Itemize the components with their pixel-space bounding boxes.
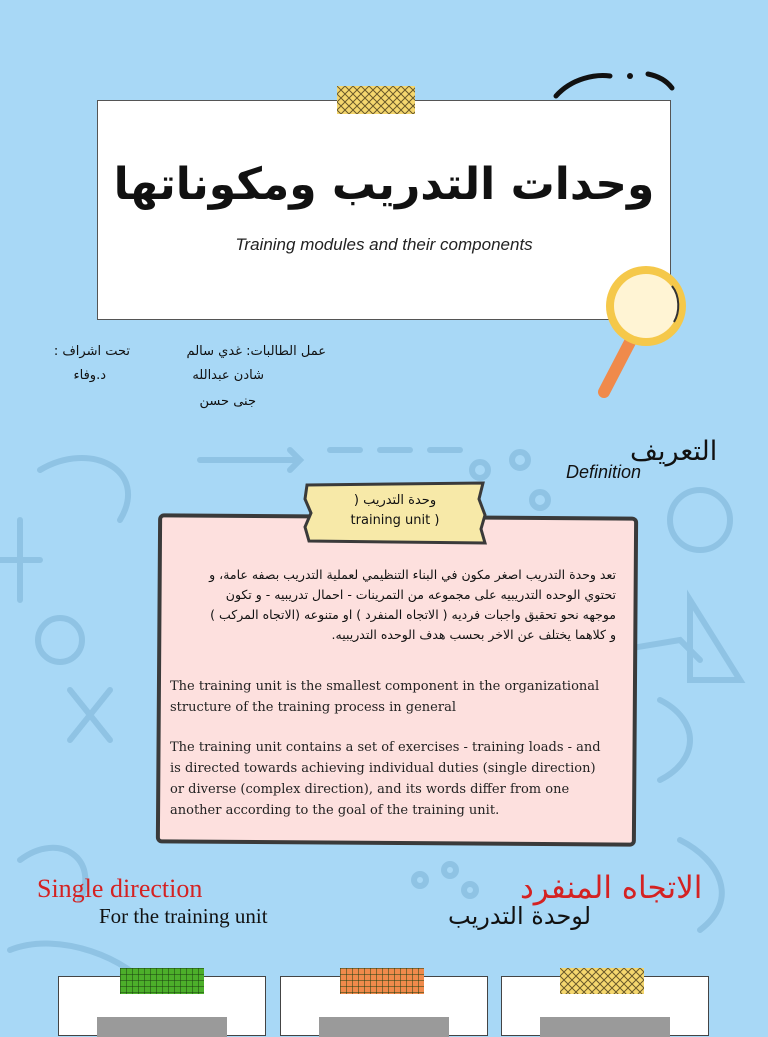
title-card [97, 100, 671, 320]
supervisor-name: د.وفاء [73, 368, 106, 383]
single-direction-heading: Single direction [37, 874, 203, 903]
student-name-3: جنى حسن [199, 394, 256, 409]
washi-tape-orange [340, 968, 424, 994]
training-unit-label-line2: training unit ) [350, 513, 440, 528]
supervisor-label: تحت اشراف : [53, 344, 130, 359]
washi-tape-green [120, 968, 204, 994]
photo-thumbnail [540, 1017, 670, 1037]
definition-english-p1: The training unit is the smallest component in the organizational structure of the training process in general [170, 679, 600, 715]
definition-english-p2: The training unit contains a set of exercises - training loads - and is directed towards achieving individual duties (single direction) or diverse (complex direction), and its words differ from one another according to the goal of the training unit. [170, 740, 601, 818]
washi-tape-yellow [337, 86, 415, 114]
students-label: عمل الطالبات: غدي سالم [186, 344, 326, 359]
definition-heading-arabic: التعريف [630, 436, 718, 467]
arabic-line: تعد وحدة التدريب اصغر مكون في البناء التنظيمي لعملية التدريب بصفه عامة، و [209, 567, 616, 582]
arc-doodle-icon [552, 66, 676, 102]
page-title-arabic: وحدات التدريب ومكوناتها [113, 159, 655, 210]
student-name-2: شادن عبدالله [192, 368, 264, 383]
photo-thumbnail [97, 1017, 227, 1037]
single-direction-subheading: For the training unit [99, 904, 268, 928]
arabic-line: موجهه نحو تحقيق واجبات فرديه ( الاتجاه المنفرد ) او متنوعه (الاتجاه المركب ) [210, 607, 616, 622]
training-unit-label-line1: وحدة التدريب ( [353, 493, 437, 508]
page-title-english: Training modules and their components [235, 235, 533, 254]
single-direction-subheading-arabic: لوحدة التدريب [448, 902, 592, 930]
arabic-line: و كلاهما يختلف عن الاخر بحسب هدف الوحده التدريبيه. [331, 627, 616, 642]
arabic-line: تحتوي الوحده التدريبيه على مجموعه من التمرينات - احمال تدريبيه - و تكون [225, 587, 616, 602]
photo-thumbnail [319, 1017, 449, 1037]
training-unit-label [303, 491, 487, 531]
single-direction-heading-arabic: الاتجاه المنفرد [520, 870, 703, 906]
definition-heading-english: Definition [566, 462, 642, 482]
definition-arabic-text [180, 565, 616, 645]
washi-tape-yellow-2 [560, 968, 644, 994]
magnifier-icon [596, 262, 696, 402]
